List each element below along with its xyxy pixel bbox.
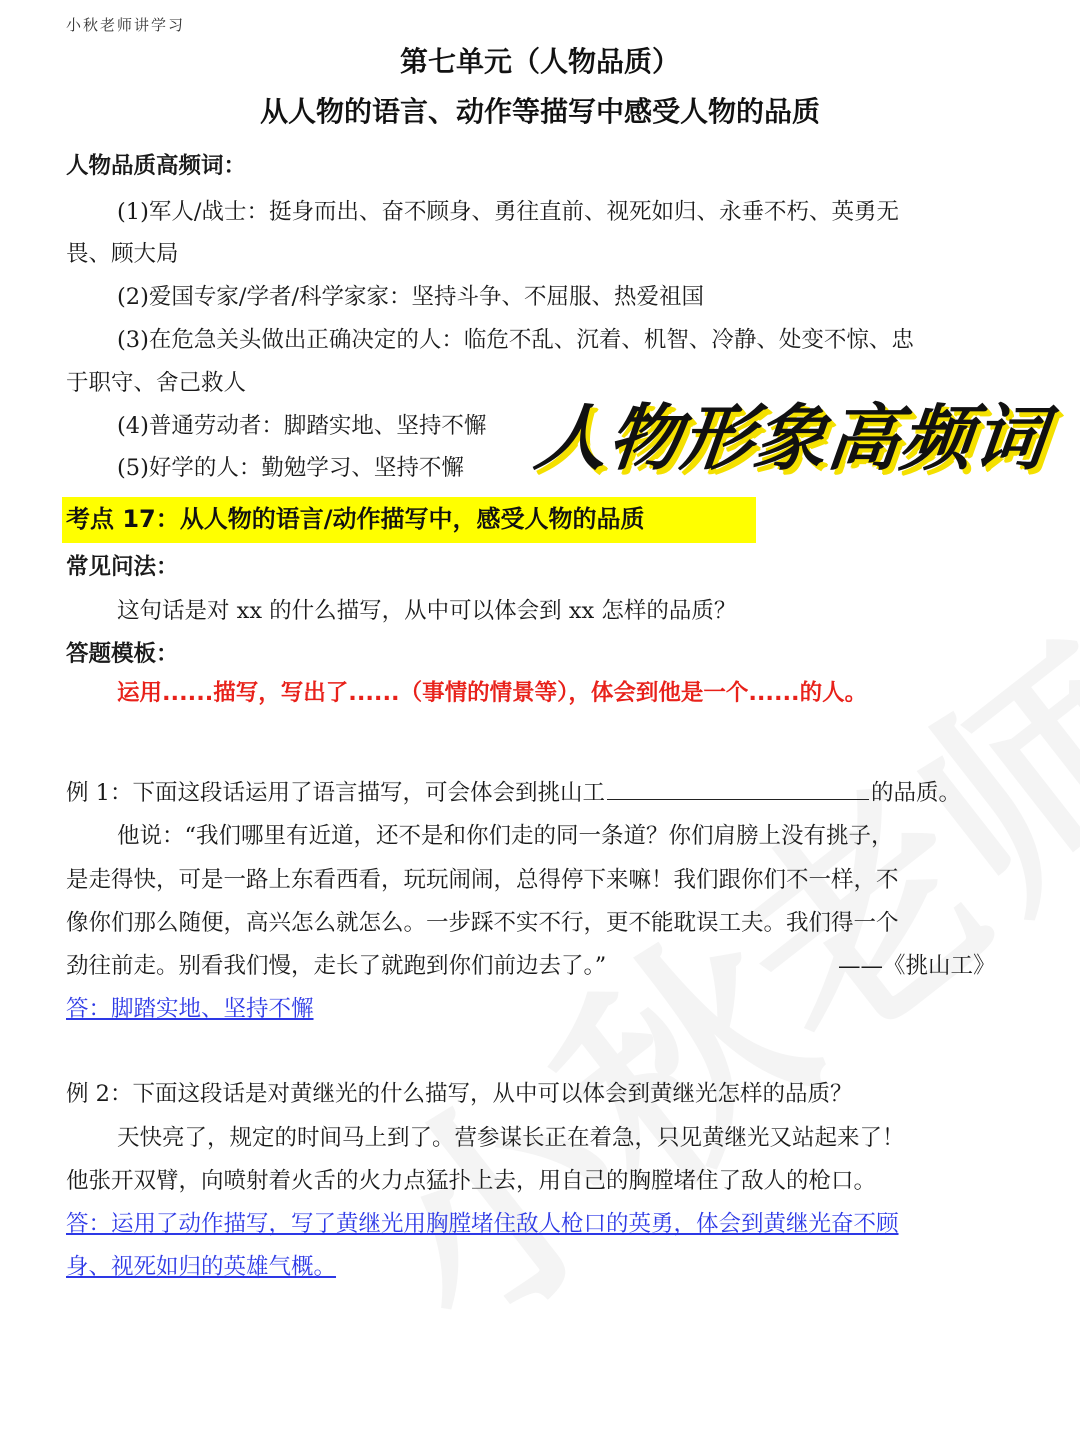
- example1-source: ——《挑山工》: [838, 953, 996, 979]
- stamp-title: 人物形象高频词: [530, 396, 1051, 480]
- example1-passage-line: 劲往前走。别看我们慢，走长了就跑到你们前边去了。”: [66, 953, 607, 979]
- template-heading: 答题模板：: [66, 641, 179, 667]
- vocab-line: (5)好学的人：勤勉学习、坚持不懈: [117, 455, 464, 481]
- example2-passage-line: 他张开双臂，向喷射着火舌的火力点猛扑上去，用自己的胸膛堵住了敌人的枪口。: [66, 1168, 877, 1194]
- vocab-line: (4)普通劳动者：脚踏实地、坚持不懈: [117, 413, 487, 439]
- page-subtitle: 从人物的语言、动作等描写中感受人物的品质: [259, 95, 820, 128]
- example2-passage-line: 天快亮了，规定的时间马上到了。营参谋长正在着急，只见黄继光又站起来了！: [117, 1125, 905, 1151]
- example1-answer: 答：脚踏实地、坚持不懈: [66, 996, 314, 1022]
- common-question-heading: 常见问法：: [66, 554, 179, 580]
- example2-answer-line: 身、视死如归的英雄气概。: [66, 1254, 337, 1280]
- page-title: 第七单元（人物品质）: [399, 45, 680, 78]
- example2-question: 例 2：下面这段话是对黄继光的什么描写，从中可以体会到黄继光怎样的品质？: [66, 1081, 853, 1107]
- example1-question-post: 的品质。: [870, 780, 961, 806]
- vocab-line: 畏、顾大局: [66, 241, 179, 267]
- vocab-line: (2)爱国专家/学者/科学家家：坚持斗争、不屈服、热爱祖国: [117, 284, 705, 310]
- example1-question: [66, 772, 1026, 814]
- author-label: 小秋老师讲学习: [66, 16, 186, 34]
- example2-answer-line: 答：运用了动作描写，写了黄继光用胸膛堵住敌人枪口的英勇，体会到黄继光奋不顾: [66, 1211, 899, 1237]
- example1-passage-line: 他说：“我们哪里有近道，还不是和你们走的同一条道？你们肩膀上没有挑子，: [117, 823, 894, 849]
- kaodian-heading: 考点 17：从人物的语言/动作描写中，感受人物的品质: [66, 505, 645, 533]
- answer-template: 运用......描写，写出了......（事情的情景等），体会到他是一个......的人。: [117, 680, 868, 706]
- fill-blank: [607, 775, 869, 800]
- vocab-line: (1)军人/战士：挺身而出、奋不顾身、勇往直前、视死如归、永垂不朽、英勇无: [117, 199, 899, 225]
- common-question: 这句话是对 xx 的什么描写，从中可以体会到 xx 怎样的品质？: [117, 598, 737, 624]
- example1-passage-line: 像你们那么随便，高兴怎么就怎么。一步踩不实不行，更不能耽误工夫。我们得一个: [66, 910, 899, 936]
- example1-passage-line: 是走得快，可是一路上东看西看，玩玩闹闹，总得停下来嘛！我们跟你们不一样，不: [66, 867, 899, 893]
- example1-question-pre: 例 1：下面这段话运用了语言描写，可会体会到挑山工: [66, 780, 605, 806]
- vocab-heading: 人物品质高频词：: [66, 153, 247, 179]
- vocab-line: 于职守、舍己救人: [66, 370, 247, 396]
- vocab-line: (3)在危急关头做出正确决定的人：临危不乱、沉着、机智、冷静、处变不惊、忠: [117, 327, 914, 353]
